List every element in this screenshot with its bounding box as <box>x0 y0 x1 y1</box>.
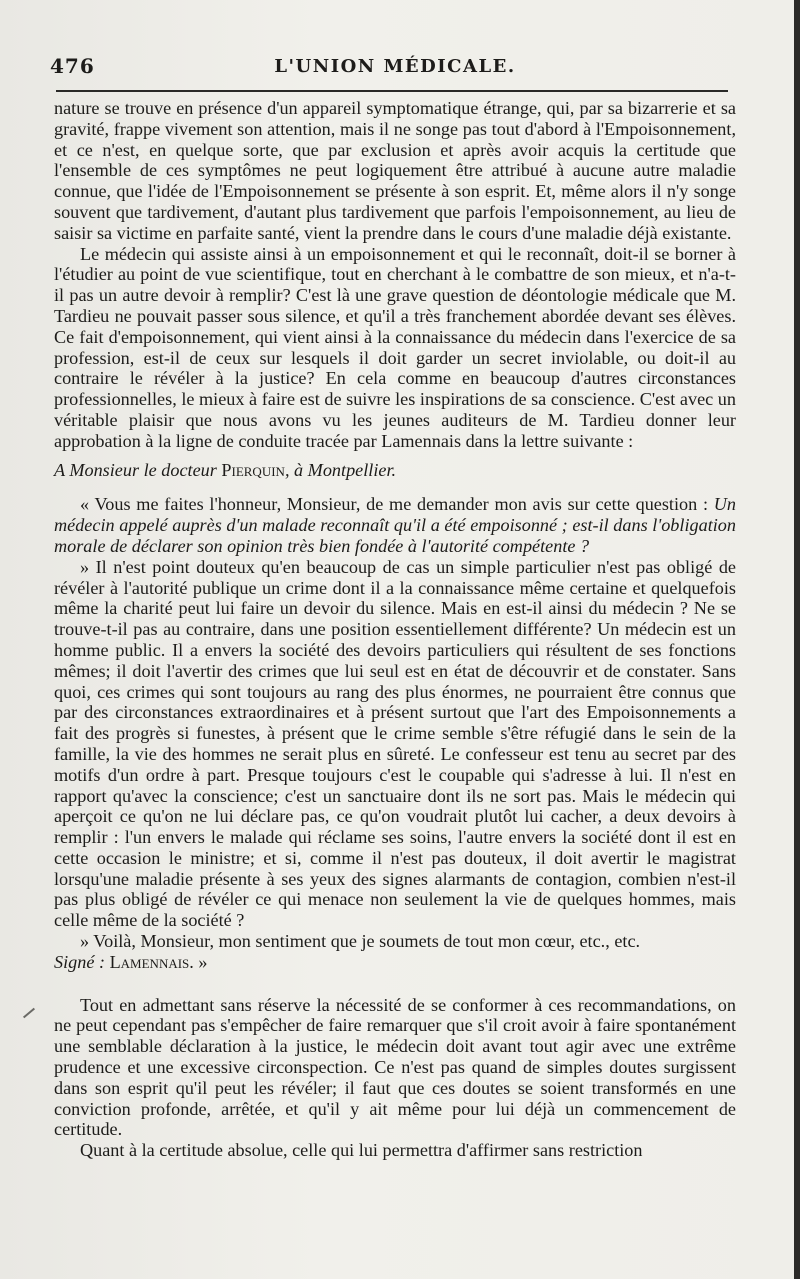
signature-end: » <box>193 951 208 972</box>
paragraph-6: Tout en admettant sans réserve la nécessité de se conformer à ces recommandations, on ne peut cependant pas s'empêcher de faire remarquer que s'il croit avoir à faire spontanément une semblable déclaration à la justice, le médecin doit avant tout agir avec une extrême prudence et une excessive circonspection. Ce n'est pas quand de simples doutes surgissent dans son esprit qu'il peut les révéler; il faut que ces doutes se soient transformés en une conviction profonde, arrêtée, et qu'il y ait même pour lui déjà un commencement de certitude. <box>54 994 736 1140</box>
signature-name: Lamennais. <box>109 951 194 972</box>
letter-address <box>54 460 736 481</box>
header-rule <box>56 90 728 92</box>
page-header <box>50 54 740 84</box>
letter-closing: » Voilà, Monsieur, mon sentiment que je soumets de tout mon cœur, etc., etc. <box>80 931 641 952</box>
letter-signature <box>54 952 736 973</box>
letter-intro: « Vous me faites l'honneur, Monsieur, de me demander mon avis sur cette question : <box>80 494 709 515</box>
article-body <box>54 98 736 1161</box>
letter-paragraph-1 <box>54 494 736 556</box>
paragraph-1: nature se trouve en présence d'un appareil symptomatique étrange, qui, par sa bizarrerie et sa gravité, frappe vivement son attention, mais il ne songe pas tout d'abord à l'Empoisonnement, et ce n'est, en quelque sorte, que par exclusion et après avoir acquis la certitude que l'ensemble de ces symptômes ne peut logiquement être attribué à aucune autre maladie connue, que l'idée de l'Empoisonnement se présente à son esprit. Et, même alors il n'y songe souvent que tardivement, d'autant plus tardivement que parfois l'empoisonnement, au lieu de saisir sa victime en parfaite santé, vient la prendre dans le cours d'une maladie déjà existante. <box>54 98 736 243</box>
address-prefix: A Monsieur le docteur <box>54 459 217 480</box>
paragraph-gap <box>54 973 736 995</box>
page-edge-shadow <box>794 0 800 1279</box>
letter-question: Un médecin appelé auprès d'un malade reconnaît qu'il a été empoisonné ; est-il dans l'obligation morale de déclarer son opinion très bien fondée à l'autorité compétente ? <box>54 494 737 556</box>
address-suffix: , à Montpellier. <box>284 459 397 480</box>
page-number: 476 <box>50 54 95 78</box>
paragraph-7: Quant à la certitude absolue, celle qui lui permettra d'affirmer sans restriction <box>80 1140 643 1161</box>
paragraph-2: Le médecin qui assiste ainsi à un empoisonnement et qui le reconnaît, doit-il se borner à l'étudier au point de vue scientifique, tout en cherchant à le combattre de son mieux, et n'a-t-il pas un autre devoir à remplir? C'est là une grave question de déontologie médicale que M. Tardieu ne pouvait passer sous silence, et qu'il a très franchement abordée devant ses élèves. Ce fait d'empoisonnement, qui vient ainsi à la connaissance du médecin dans l'exercice de sa profession, est-il de ceux sur lesquels il doit garder un secret inviolable, ou doit-il au contraire le révéler à la justice? En cela comme en beaucoup d'autres circonstances professionnelles, le mieux à faire est de suivre les inspirations de sa conscience. C'est avec un véritable plaisir que nous avons vu les jeunes auditeurs de M. Tardieu donner leur approbation à la ligne de conduite tracée par Lamennais dans la lettre suivante : <box>54 243 736 451</box>
letter-paragraph-2: » Il n'est point douteux qu'en beaucoup de cas un simple particulier n'est pas obligé de révéler à l'autorité publique un crime dont il a la connaissance même certaine et quelquefois même la charité peut lui faire un devoir du silence. Mais en est-il ainsi du médecin ? Ne se trouve-t-il pas au contraire, dans une position essentiellement différente? Un médecin est un homme public. Il a envers la société des devoirs particuliers qui résultent de ses fonctions mêmes; il doit l'avertir des crimes que lui seul est en état de découvrir et de constater. Sans quoi, ces crimes qui sont toujours au rang des plus énormes, ne pourraient être connus que par des circonstances extraordinaires et à présent surtout que l'art des Empoisonnements a fait des progrès si funestes, à présent que le crime semble s'être réfugié dans le sein de la famille, la vie des hommes ne serait plus en sûreté. Le confesseur est tenu au secret par des motifs d'un ordre à part. Presque toujours c'est le coupable qui s'adresse à lui. Il n'est en rapport qu'avec la conscience; c'est un sanctuaire dont ils ne sort pas. Mais le médecin qui aperçoit ce qu'on ne lui déclare pas, ce qu'on voudrait plutôt lui cacher, a deux devoirs à remplir : l'un envers le malade qui réclame ses soins, l'autre envers la société dont il est en cette occasion le ministre; et si, comme il n'est pas douteux, il doit avertir le magistrat lorsqu'une maladie présente à ses yeux des signes alarmants de contagion, combien n'est-il pas plus obligé de révéler ce qui menace non seulement la vie de quelques hommes, mais celle même de la société ? <box>54 556 736 931</box>
running-title: L'UNION MÉDICALE. <box>274 56 516 77</box>
signature-label: Signé : <box>54 951 106 972</box>
address-name: Pierquin <box>221 459 285 480</box>
margin-pencil-mark <box>23 1008 35 1019</box>
